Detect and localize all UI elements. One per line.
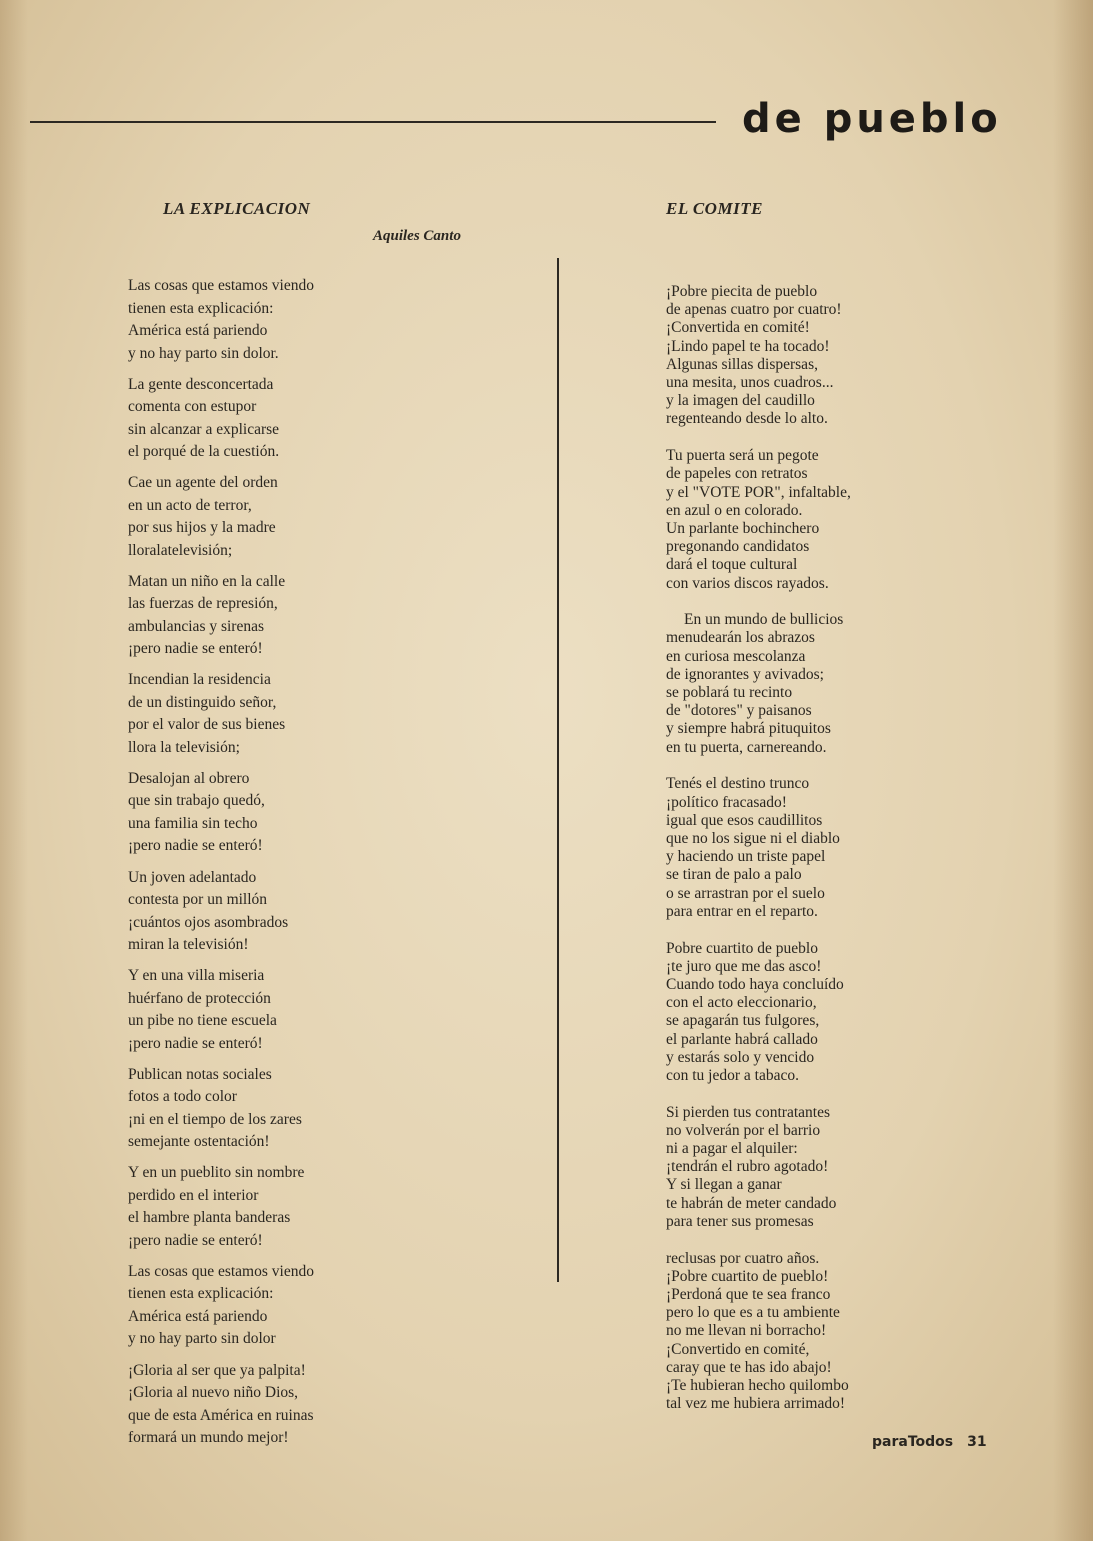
poem-line: que sin trabajo quedó, (128, 792, 265, 810)
poem-line: Las cosas que estamos viendo (128, 1262, 314, 1280)
poem-line: o se arrastran por el suelo (666, 884, 825, 902)
stanza (666, 775, 926, 921)
page-number: 31 (967, 1434, 987, 1450)
poem-line: para tener sus promesas (666, 1212, 814, 1230)
poem-line: miran la televisión! (128, 936, 249, 954)
poem-line: una familia sin techo (128, 814, 258, 832)
poem-line: y no hay parto sin dolor. (128, 344, 279, 362)
stanza (128, 1261, 388, 1351)
poem-line: La gente desconcertada (128, 375, 274, 393)
stanza (666, 1104, 926, 1231)
poem-line: Algunas sillas dispersas, (666, 355, 818, 373)
poem-line: fotos a todo color (128, 1088, 237, 1106)
poem-line: ¡pero nadie se enteró! (128, 1231, 263, 1249)
poem-line: Tenés el destino trunco (666, 775, 810, 793)
poem-line: Pobre cuartito de pueblo (666, 939, 818, 957)
stanza (128, 669, 388, 759)
poem-line: y el "VOTE POR", infaltable, (666, 483, 851, 501)
poem-line: de papeles con retratos (666, 465, 808, 483)
poem-line: ¡pero nadie se enteró! (128, 1034, 263, 1052)
poem-line: con tu jedor a tabaco. (666, 1066, 799, 1084)
poem-line: pero lo que es a tu ambiente (666, 1304, 840, 1322)
poem-line: ¡Convertido en comité, (666, 1340, 810, 1358)
poem-line: Incendian la residencia (128, 671, 271, 689)
poem-line: para entrar en el reparto. (666, 902, 818, 920)
poem-line: y estarás solo y vencido (666, 1048, 815, 1066)
poem-line: ¡Gloria al ser que ya palpita! (128, 1361, 306, 1379)
poem-line: ¡Pobre piecita de pueblo (666, 283, 818, 300)
header-rule (30, 121, 716, 123)
poem-line: en azul o en colorado. (666, 501, 803, 519)
poem-line: y la imagen del caudillo (666, 392, 815, 410)
poem-line: el hambre planta banderas (128, 1209, 291, 1227)
poem-line: reclusas por cuatro años. (666, 1249, 820, 1267)
column-divider (557, 258, 559, 1282)
poem-line: Si pierden tus contratantes (666, 1103, 830, 1121)
poem-line: de un distinguido señor, (128, 693, 277, 711)
poem-line: ¡Te hubieran hecho quilombo (666, 1376, 849, 1394)
right-poem-title: EL COMITE (666, 199, 763, 218)
section-title: de pueblo (742, 96, 1002, 142)
poem-line: una mesita, unos cuadros... (666, 374, 834, 392)
poem-line: en curiosa mescolanza (666, 647, 806, 665)
poem-line: llora la televisión; (128, 738, 240, 756)
poem-line: ¡Pobre cuartito de pueblo! (666, 1267, 829, 1285)
poem-line: Publican notas sociales (128, 1065, 272, 1083)
poem-line: América está pariendo (128, 322, 268, 339)
poem-line: no me llevan ni borracho! (666, 1322, 827, 1340)
poem-line: y no hay parto sin dolor (128, 1330, 276, 1348)
poem-line: por el valor de sus bienes (128, 716, 286, 734)
stanza (128, 965, 388, 1055)
poem-line: se apagarán tus fulgores, (666, 1012, 820, 1030)
poem-line: ¡Lindo papel te ha tocado! (666, 337, 830, 355)
poem-line: Y en un pueblito sin nombre (128, 1164, 305, 1182)
poem-line: ¡Perdoná que te sea franco (666, 1285, 831, 1303)
left-poem-title: LA EXPLICACION (163, 199, 311, 218)
stanza (666, 447, 926, 593)
stanza (128, 867, 388, 957)
poem-line: y haciendo un triste papel (666, 848, 826, 866)
page-edge-shadow-right (1053, 0, 1093, 1541)
poem-line: el parlante habrá callado (666, 1030, 818, 1048)
poem-line: de apenas cuatro por cuatro! (666, 301, 842, 319)
poem-line: Desalojan al obrero (128, 769, 250, 787)
poem-line: ¡cuántos ojos asombrados (128, 913, 289, 931)
poem-line: tienen esta explicación: (128, 299, 274, 317)
stanza (128, 1360, 388, 1450)
poem-line: que no los sigue ni el diablo (666, 829, 840, 847)
poem-line: Matan un niño en la calle (128, 572, 286, 590)
stanza (128, 472, 388, 562)
stanza (128, 374, 388, 464)
poem-line: ¡pero nadie se enteró! (128, 640, 263, 658)
poem-line: huérfano de protección (128, 989, 271, 1007)
poem-line: que de esta América en ruinas (128, 1406, 314, 1424)
stanza (128, 1064, 388, 1154)
poem-line: América está pariendo (128, 1307, 268, 1325)
page-edge-shadow-left (0, 0, 28, 1541)
poem-line: de "dotores" y paisanos (666, 702, 812, 720)
stanza (666, 283, 926, 429)
poem-line: ¡ni en el tiempo de los zares (128, 1110, 302, 1128)
poem-line: dará el toque cultural (666, 556, 798, 574)
stanza (666, 611, 926, 757)
poem-line: y siempre habrá pituquitos (666, 720, 831, 738)
poem-line: se tiran de palo a palo (666, 866, 802, 884)
left-poem-body (128, 275, 388, 1458)
poem-line: ¡político fracasado! (666, 793, 787, 811)
left-poem-author: Aquiles Canto (373, 228, 461, 244)
poem-line: ¡pero nadie se enteró! (128, 837, 263, 855)
poem-line: regenteando desde lo alto. (666, 410, 828, 428)
poem-line: no volverán por el barrio (666, 1121, 821, 1139)
stanza (666, 940, 926, 1086)
poem-line: ambulancias y sirenas (128, 617, 265, 635)
poem-line: Un joven adelantado (128, 868, 257, 886)
poem-line: ¡tendrán el rubro agotado! (666, 1158, 829, 1176)
poem-line: Cuando todo haya concluído (666, 975, 844, 993)
page-footer (872, 1434, 987, 1450)
stanza (128, 1162, 388, 1252)
poem-line: formará un mundo mejor! (128, 1429, 289, 1447)
poem-line: Y en una villa miseria (128, 967, 265, 985)
poem-line: igual que esos caudillitos (666, 811, 823, 829)
poem-line: por sus hijos y la madre (128, 519, 276, 537)
stanza (128, 571, 388, 661)
poem-line: con el acto eleccionario, (666, 994, 817, 1012)
poem-line: ¡Gloria al nuevo niño Dios, (128, 1384, 299, 1402)
poem-line: Un parlante bochinchero (666, 519, 820, 537)
poem-line: ¡Convertida en comité! (666, 319, 810, 337)
poem-line: Tu puerta será un pegote (666, 447, 819, 465)
poem-line: las fuerzas de represión, (128, 595, 278, 613)
publication-name: paraTodos (872, 1434, 954, 1450)
poem-line: sin alcanzar a explicarse (128, 420, 280, 438)
poem-line: perdido en el interior (128, 1186, 259, 1204)
poem-line: de ignorantes y avivados; (666, 665, 824, 683)
poem-line: el porqué de la cuestión. (128, 443, 280, 461)
poem-line: menudearán los abrazos (666, 629, 815, 647)
poem-line: ¡te juro que me das asco! (666, 957, 822, 975)
poem-line: comenta con estupor (128, 398, 257, 416)
stanza (666, 1250, 926, 1414)
poem-line: tal vez me hubiera arrimado! (666, 1395, 846, 1413)
poem-line: Cae un agente del orden (128, 474, 278, 492)
poem-line: En un mundo de bullicios (684, 611, 844, 629)
stanza (128, 768, 388, 858)
poem-line: en tu puerta, carnereando. (666, 738, 827, 756)
poem-line: caray que te has ido abajo! (666, 1358, 832, 1376)
poem-line: Las cosas que estamos viendo (128, 277, 314, 294)
poem-line: contesta por un millón (128, 891, 268, 909)
stanza (128, 275, 388, 365)
poem-line: te habrán de meter candado (666, 1194, 837, 1212)
poem-line: lloralatelevisión; (128, 541, 233, 559)
right-poem-body (666, 283, 926, 1432)
poem-line: en un acto de terror, (128, 496, 252, 514)
poem-line: pregonando candidatos (666, 538, 810, 556)
poem-line: un pibe no tiene escuela (128, 1012, 277, 1030)
poem-line: Y si llegan a ganar (666, 1176, 782, 1194)
poem-line: con varios discos rayados. (666, 574, 829, 592)
poem-line: semejante ostentación! (128, 1133, 270, 1151)
poem-line: ni a pagar el alquiler: (666, 1140, 798, 1158)
poem-line: se poblará tu recinto (666, 684, 793, 702)
poem-line: tienen esta explicación: (128, 1285, 274, 1303)
